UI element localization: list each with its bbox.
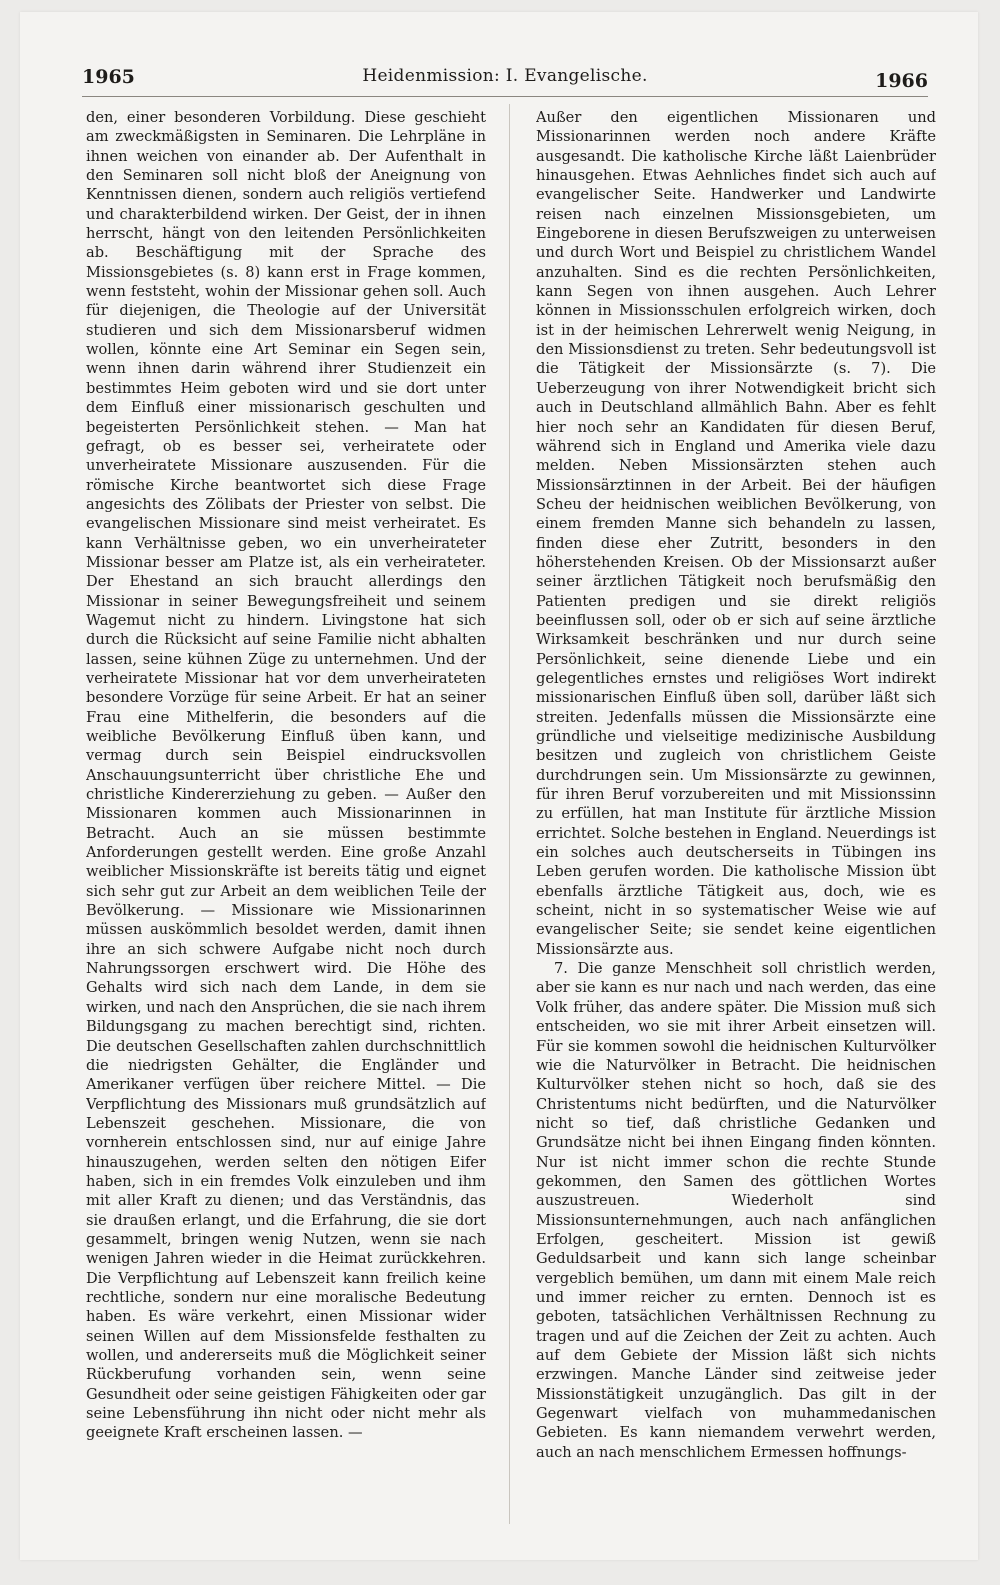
header-rule bbox=[82, 96, 928, 97]
right-paragraph-1: Außer den eigentlichen Missionaren und Missionarinnen werden noch andere Kräfte ausgesandt. Die katholische Kirche läßt Laienbrüder hinausgehen. Etwas Aehnliches findet sich auch auf evangelischer Seite. Handwerker und Landwirte reisen nach einzelnen Missionsgebieten, um Eingeborene in diesen Berufszweigen zu unterweisen und durch Wort und Beispiel zu christlichem Wandel anzuhalten. Sind es die rechten Persönlichkeiten, kann Segen von ihnen ausgehen. Auch Lehrer können in Missionsschulen erfolgreich wirken, doch ist in der heimischen Lehrerwelt wenig Neigung, in den Missionsdienst zu treten. Sehr bedeutungsvoll ist die Tätigkeit der Missionsärzte (s. 7). Die Ueberzeugung von ihrer Notwendigkeit bricht sich auch in Deutschland allmählich Bahn. Aber es fehlt hier noch sehr an Kandidaten für diesen Beruf, während sich in England und Amerika viele dazu melden. Neben Missionsärzten stehen auch Missionsärztinnen in der Arbeit. Bei der häufigen Scheu der heidnischen weiblichen Bevölkerung, von einem fremden Manne sich behandeln zu lassen, finden diese eher Zutritt, besonders in den höherstehenden Kreisen. Ob der Missionsarzt außer seiner ärztlichen Tätigkeit noch berufsmäßig den Patienten predigen und sie direkt religiös beeinflussen soll, oder ob er sich auf seine ärztliche Wirksamkeit beschränken und nur durch seine Persönlichkeit, seine dienende Liebe und ein gelegentliches ernstes und religiöses Wort indirekt missionarischen Einfluß üben soll, darüber läßt sich streiten. Jedenfalls müssen die Missionsärzte eine gründliche und vielseitige medizinische Ausbildung besitzen und zugleich von christlichem Geiste durchdrungen sein. Um Missionsärzte zu gewinnen, für ihren Beruf vorzubereiten und mit Missionssinn zu erfüllen, hat man Institute für ärztliche Mission errichtet. Solche bestehen in England. Neuerdings ist ein solches auch deutscherseits in Tübingen ins Leben gerufen worden. Die katholische Mission übt ebenfalls ärztliche Tätigkeit aus, doch, wie es scheint, nicht in so systematischer Weise wie auf evangelischer Seite; sie sendet keine eigentlichen Missionsärzte aus. bbox=[536, 109, 936, 958]
running-title: Heidenmission: I. Evangelische. bbox=[362, 66, 648, 86]
page-number-left: 1965 bbox=[82, 66, 135, 88]
column-divider bbox=[509, 104, 510, 1524]
left-column bbox=[86, 108, 486, 1528]
right-column bbox=[536, 108, 936, 1528]
page-number-right: 1966 bbox=[875, 70, 928, 92]
page-header bbox=[82, 66, 928, 96]
right-paragraph-2: 7. Die ganze Menschheit soll christlich werden, aber sie kann es nur nach und nach werden, das eine Volk früher, das andere später. Die Mission muß sich entscheiden, wo sie mit ihrer Arbeit einsetzen will. Für sie kommen sowohl die heidnischen Kulturvölker wie die Naturvölker in Betracht. Die heidnischen Kulturvölker stehen nicht so hoch, daß sie des Christentums nicht bedürften, und die Naturvölker nicht so tief, daß christliche Gedanken und Grundsätze nicht bei ihnen Eingang finden könnten. Nur ist nicht immer schon die rechte Stunde gekommen, den Samen des göttlichen Wortes auszustreuen. Wiederholt sind Missionsunternehmungen, auch nach anfänglichen Erfolgen, gescheitert. Mission ist gewiß Geduldsarbeit und kann sich lange scheinbar vergeblich bemühen, um dann mit einem Male reich und immer reicher zu ernten. Dennoch ist es geboten, tatsächlichen Verhältnissen Rechnung zu tragen und auf die Zeichen der Zeit zu achten. Auch auf dem Gebiete der Mission läßt sich nichts erzwingen. Manche Länder sind zeitweise jeder Missionstätigkeit unzugänglich. Das gilt in der Gegenwart vielfach von muhammedanischen Gebieten. Es kann niemandem verwehrt werden, auch an nach menschlichem Ermessen hoffnungs- bbox=[536, 960, 936, 1461]
left-paragraph-1: den, einer besonderen Vorbildung. Diese geschieht am zweckmäßigsten in Seminaren. Die Lehrpläne in ihnen weichen von einander ab. Der Aufenthalt in den Seminaren soll nicht bloß der Aneignung von Kenntnissen dienen, sondern auch religiös vertiefend und charakterbildend wirken. Der Geist, der in ihnen herrscht, hängt von den leitenden Persönlichkeiten ab. Beschäftigung mit der Sprache des Missionsgebietes (s. 8) kann erst in Frage kommen, wenn feststeht, wohin der Missionar gehen soll. Auch für diejenigen, die Theologie auf der Universität studieren und sich dem Missionarsberuf widmen wollen, könnte eine Art Seminar ein Segen sein, wenn ihnen darin während ihrer Studienzeit ein bestimmtes Heim geboten wird und sie dort unter dem Einfluß einer missionarisch geschulten und begeisterten Persönlichkeit stehen. — Man hat gefragt, ob es besser sei, verheiratete oder unverheiratete Missionare auszusenden. Für die römische Kirche beantwortet sich diese Frage angesichts des Zölibats der Priester von selbst. Die evangelischen Missionare sind meist verheiratet. Es kann Verhältnisse geben, wo ein unverheirateter Missionar besser am Platze ist, als ein verheirateter. Der Ehestand an sich braucht allerdings den Missionar in seiner Bewegungsfreiheit und seinem Wagemut nicht zu hindern. Livingstone hat sich durch die Rücksicht auf seine Familie nicht abhalten lassen, seine kühnen Züge zu unternehmen. Und der verheiratete Missionar hat vor dem unverheirateten besondere Vorzüge für seine Arbeit. Er hat an seiner Frau eine Mithelferin, die besonders auf die weibliche Bevölkerung Einfluß üben kann, und vermag durch sein Beispiel eindrucksvollen Anschauungsunterricht über christliche Ehe und christliche Kindererziehung zu geben. — Außer den Missionaren kommen auch Missionarinnen in Betracht. Auch an sie müssen bestimmte Anforderungen gestellt werden. Eine große Anzahl weiblicher Missionskräfte ist bereits tätig und eignet sich sehr gut zur Arbeit an dem weiblichen Teile der Bevölkerung. — Missionare wie Missionarinnen müssen auskömmlich besoldet werden, damit ihnen ihre an sich schwere Aufgabe nicht noch durch Nahrungssorgen erschwert wird. Die Höhe des Gehalts wird sich nach dem Lande, in dem sie wirken, und nach den Ansprüchen, die sie nach ihrem Bildungsgang zu machen berechtigt sind, richten. Die deutschen Gesellschaften zahlen durchschnittlich die niedrigsten Gehälter, die Engländer und Amerikaner verfügen über reichere Mittel. — Die Verpflichtung des Missionars muß grundsätzlich auf Lebenszeit geschehen. Missionare, die von vornherein entschlossen sind, nur auf einige Jahre hinauszugehen, werden selten den nötigen Eifer haben, sich in ein fremdes Volk einzuleben und ihm mit aller Kraft zu dienen; und das Verständnis, das sie draußen erlangt, und die Erfahrung, die sie dort gesammelt, bringen wenig Nutzen, wenn sie nach wenigen Jahren wieder in die Heimat zurückkehren. Die Verpflichtung auf Lebenszeit kann freilich keine rechtliche, sondern nur eine moralische Bedeutung haben. Es wäre verkehrt, einen Missionar wider seinen Willen auf dem Missionsfelde festhalten zu wollen, und andererseits muß die Möglichkeit seiner Rückberufung vorhanden sein, wenn seine Gesundheit oder seine geistigen Fähigkeiten oder gar seine Lebensführung ihn nicht oder nicht mehr als geeignete Kraft erscheinen lassen. — bbox=[86, 109, 486, 1442]
